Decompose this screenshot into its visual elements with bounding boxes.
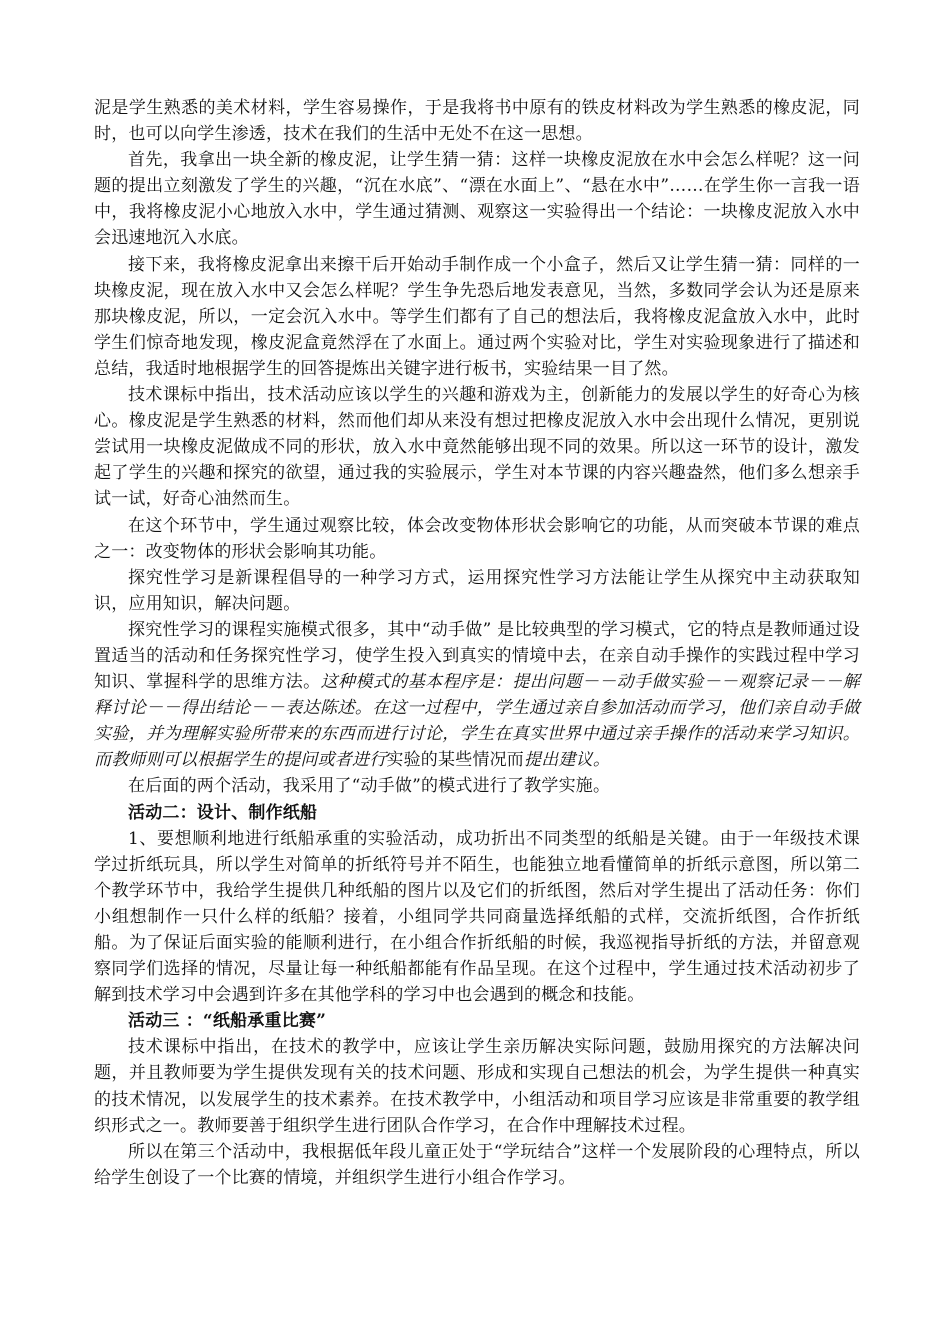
heading-text: 活动二：设计、制作纸船 — [128, 802, 318, 823]
paragraph-11 — [94, 1139, 860, 1191]
text-run: 实验的某些情况而 — [386, 750, 525, 771]
text-run: 泥是学生熟悉的美术材料，学生容易操作，于是我将书中原有的铁皮材料改为学生熟悉的橡皮泥，同时，也可以向学生渗透，技术在我们的生活中无处不在这一思想。 — [94, 98, 860, 145]
paragraph-4 — [94, 382, 860, 512]
paragraph-6 — [94, 565, 860, 617]
paragraph-8 — [94, 773, 860, 799]
text-run: 首先，我拿出一块全新的橡皮泥，让学生猜一猜：这样一块橡皮泥放在水中会怎么样呢？这一问题的提出立刻激发了学生的兴趣，“沉在水底”、“漂在水面上”、“悬在水中”……在学生你一言我一语中，我将橡皮泥小心地放入水中，学生通过猜测、观察这一实验得出一个结论：一块橡皮泥放入水中会迅速地沉入水底。 — [94, 150, 860, 249]
text-run: 接下来，我将橡皮泥拿出来擦干后开始动手制作成一个小盒子，然后又让学生猜一猜：同样的一块橡皮泥，现在放入水中又会怎么样呢？学生争先恐后地发表意见，当然，多数同学会认为还是原来那块橡皮泥，所以，一定会沉入水中。等学生们都有了自己的想法后，我将橡皮泥盒放入水中，此时学生们惊奇地发现，橡皮泥盒竟然浮在了水面上。通过两个实验对比，学生对实验现象进行了描述和总结，我适时地根据学生的回答提炼出关键字进行板书，实验结果一目了然。 — [94, 254, 860, 379]
heading-text: 活动三 ：“纸船承重比赛” — [128, 1011, 327, 1032]
section-heading-activity-3 — [94, 1008, 860, 1034]
italic-text-run: 这种模式的基本程序是：提出问题－－动手做实验－－观察记录－－解释讨论－－得出结论－－表达陈述。在这一过程中，学生通过亲自参加活动而学习，他们亲自动手做实验，并为理解实验所带来的东西而进行讨论，学生在真实世界中通过亲手操作的活动来学习知识。而教师则可以根据学生的提问或者进行 — [94, 672, 860, 771]
text-run: 在后面的两个活动，我采用了“动手做”的模式进行了教学实施。 — [128, 776, 611, 797]
paragraph-2 — [94, 147, 860, 251]
paragraph-10 — [94, 1034, 860, 1138]
paragraph-1 — [94, 95, 860, 147]
text-run: 所以在第三个活动中，我根据低年段儿童正处于“学玩结合”这样一个发展阶段的心理特点，所以给学生创设了一个比赛的情境，并组织学生进行小组合作学习。 — [94, 1141, 860, 1188]
text-run: 技术课标中指出，技术活动应该以学生的兴趣和游戏为主，创新能力的发展以学生的好奇心为核心。橡皮泥是学生熟悉的材料，然而他们却从来没有想过把橡皮泥放入水中会出现什么情况，更别说尝试用一块橡皮泥做成不同的形状，放入水中竟然能够出现不同的效果。所以这一环节的设计，激发起了学生的兴趣和探究的欲望，通过我的实验展示，学生对本节课的内容兴趣盎然，他们多么想亲手试一试，好奇心油然而生。 — [94, 385, 860, 510]
paragraph-3 — [94, 252, 860, 382]
paragraph-7 — [94, 617, 860, 774]
text-run: 探究性学习是新课程倡导的一种学习方式，运用探究性学习方法能让学生从探究中主动获取知识，应用知识，解决问题。 — [94, 567, 860, 614]
paragraph-9 — [94, 826, 860, 1009]
text-run: 在这个环节中，学生通过观察比较，体会改变物体形状会影响它的功能，从而突破本节课的难点之一：改变物体的形状会影响其功能。 — [94, 515, 860, 562]
text-run: 1、要想顺利地进行纸船承重的实验活动，成功折出不同类型的纸船是关键。由于一年级技术课学过折纸玩具，所以学生对简单的折纸符号并不陌生，也能独立地看懂简单的折纸示意图，所以第二个教学环节中，我给学生提供几种纸船的图片以及它们的折纸图，然后对学生提出了活动任务：你们小组想制作一只什么样的纸船？接着，小组同学共同商量选择纸船的式样，交流折纸图，合作折纸船。为了保证后面实验的能顺利进行，在小组合作折纸船的时候，我巡视指导折纸的方法，并留意观察同学们选择的情况，尽量让每一种纸船都能有作品呈现。在这个过程中，学生通过技术活动初步了解到技术学习中会遇到许多在其他学科的学习中也会遇到的概念和技能。 — [94, 828, 860, 1006]
section-heading-activity-2 — [94, 800, 860, 826]
text-run: 探究性学习的课程实施模式很多，其中“动手做” 是比较典型的学习模式，它的特点是教师通过设置适当的活动和任务探究性学习，使学生投入到真实的情境中去，在亲自动手操作的实践过程中学习知识、掌握科学的思维方法。 — [94, 619, 860, 693]
italic-text-run: 提出建议。 — [524, 750, 611, 771]
text-run: 技术课标中指出，在技术的教学中，应该让学生亲历解决实际问题，鼓励用探究的方法解决问题，并且教师要为学生提供发现有关的技术问题、形成和实现自己想法的机会，为学生提供一种真实的技术情况，以发展学生的技术素养。在技术教学中，小组活动和项目学习应该是非常重要的教学组织形式之一。教师要善于组织学生进行团队合作学习，在合作中理解技术过程。 — [94, 1037, 860, 1136]
paragraph-5 — [94, 513, 860, 565]
